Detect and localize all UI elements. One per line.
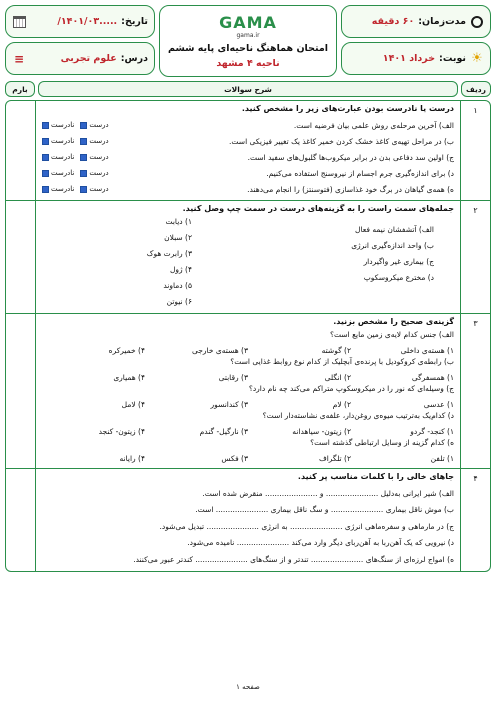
matching-item: الف) آتشفشان نیمه فعال	[355, 225, 434, 234]
exam-title: امتحان هماهنگ ناحیه‌ای پایه ششم	[168, 43, 328, 54]
matching-option: ۱) دیابت	[165, 217, 192, 226]
clock-icon	[470, 15, 484, 29]
mcq-option[interactable]: ۱) تلفن	[430, 453, 454, 463]
tf-item	[42, 117, 454, 133]
true-label: درست	[89, 169, 109, 177]
true-label: درست	[89, 121, 109, 129]
question-row-4	[6, 469, 490, 571]
false-label: نادرست	[51, 169, 75, 177]
mcq-question: د) کدام‌یک به‌ترتیب میوه‌ی روغن‌دار، علفه‌ی نشاسته‌دار است؟	[262, 411, 454, 420]
mcq-option[interactable]: ۲) انگلی	[324, 372, 351, 382]
mcq-question: ب) رابطه‌ی کروکودیل با پرنده‌ی آبچلیک از کدام نوع روابط غذایی است؟	[230, 357, 454, 366]
question-score	[6, 314, 36, 468]
matching-left-column	[102, 217, 192, 310]
matching-option: ۶) نیوتن	[166, 297, 192, 306]
false-label: نادرست	[51, 137, 75, 145]
question-body	[36, 314, 460, 468]
question-title: جاهای خالی را با کلمات مناسب پر کنید.	[297, 472, 454, 481]
tf-item	[42, 149, 454, 165]
mcq-option[interactable]: ۳) نارگیل- گندم	[199, 426, 248, 436]
matching-item: د) مخترع میکروسکوپ	[363, 273, 434, 282]
mcq-option[interactable]: ۳) فکس	[221, 453, 248, 463]
false-checkbox[interactable]	[42, 154, 49, 161]
tf-text: ج) اولین سد دفاعی بدن در برابر میکروب‌ها گلبول‌های سفید است.	[247, 152, 454, 162]
exam-header	[5, 5, 491, 77]
shift-label: نوبت:	[439, 53, 466, 64]
fill-blank-item[interactable]: د) نیرویی که یک آهن‌ربا به آهن‌ربای دیگر وارد می‌کند ...................... نامیده می‌شود.	[187, 538, 454, 548]
matching-option: ۲) سبلان	[164, 233, 192, 242]
question-score	[6, 101, 36, 200]
false-label: نادرست	[51, 185, 75, 193]
header-right-column	[341, 5, 491, 77]
gama-logo	[219, 13, 277, 39]
fill-blank-item[interactable]: ه) امواج لرزه‌ای از سنگ‌های ...................... تندتر و از سنگ‌های ...................... کندتر عبور می‌کنند.	[133, 554, 454, 564]
question-number: ۱	[460, 101, 490, 200]
fill-blank-item[interactable]: ج) در مارماهی و سفره‌ماهی انرژی ...................... به انرژی ...................... تبدیل می‌شود.	[159, 521, 454, 531]
false-checkbox[interactable]	[42, 186, 49, 193]
question-row-1	[6, 101, 490, 201]
question-body	[36, 201, 460, 313]
matching-item: ج) بیماری غیر واگیردار	[363, 257, 434, 266]
true-checkbox[interactable]	[80, 154, 87, 161]
mcq-question: الف) جنس کدام لایه‌ی زمین مایع است؟	[329, 330, 454, 339]
question-title: درست یا نادرست بودن عبارت‌های زیر را مشخص کنید.	[241, 104, 454, 113]
true-checkbox[interactable]	[80, 122, 87, 129]
mcq-question: ج) وسیله‌ای که نور را در میکروسکوپ متراکم می‌کند چه نام دارد؟	[248, 384, 454, 393]
question-number: ۲	[460, 201, 490, 313]
tf-item	[42, 133, 454, 149]
mcq-option[interactable]: ۱) هسته‌ی داخلی	[400, 345, 454, 355]
true-checkbox[interactable]	[80, 170, 87, 177]
true-label: درست	[89, 153, 109, 161]
mcq-option[interactable]: ۱) عدسی	[423, 399, 454, 409]
mcq-option[interactable]: ۴) زیتون- کنجد	[98, 426, 145, 436]
header-center	[159, 5, 337, 77]
false-label: نادرست	[51, 153, 75, 161]
mcq-question: ه) کدام گزینه از وسایل ارتباطی گذشته است؟	[310, 438, 454, 447]
tf-text: ب) در مراحل تهیه‌ی کاغذ خشک کردن خمیر کاغذ یک تغییر فیزیکی است.	[229, 136, 454, 146]
page-footer: صفحه ۱	[236, 683, 260, 691]
mcq-option[interactable]: ۴) خمیرکره	[108, 345, 145, 355]
logo-text: GAMA	[219, 13, 277, 32]
fill-blank-item[interactable]: الف) شیر ایرانی به‌دلیل ...................... و ...................... منقرض شده است.	[202, 488, 454, 498]
tf-text: ه) همه‌ی گیاهان در برگ خود غذاسازی (فتوسنتز) را انجام می‌دهند.	[247, 184, 454, 194]
subject-value: علوم تجربی	[60, 53, 117, 64]
question-row-3	[6, 314, 490, 469]
mcq-option[interactable]: ۲) زیتون- سیاهدانه	[292, 426, 351, 436]
true-label: درست	[89, 185, 109, 193]
false-checkbox[interactable]	[42, 138, 49, 145]
question-body	[36, 101, 460, 200]
question-number: ۴	[460, 469, 490, 571]
question-score	[6, 201, 36, 313]
mcq-option[interactable]: ۴) همیاری	[113, 372, 145, 382]
matching-option: ۳) رابرت هوک	[146, 249, 192, 258]
question-body	[36, 469, 460, 571]
shift-value: خرداد ۱۴۰۱	[382, 53, 436, 64]
header-score: بارم	[5, 81, 35, 97]
tf-item	[42, 165, 454, 181]
matching-option: ۵) دماوند	[163, 281, 192, 290]
question-row-2	[6, 201, 490, 314]
false-checkbox[interactable]	[42, 122, 49, 129]
exam-region: ناحیه ۴ مشهد	[216, 58, 280, 69]
subject-label: درس:	[120, 53, 148, 64]
false-checkbox[interactable]	[42, 170, 49, 177]
tf-text: د) برای اندازه‌گیری جرم اجسام از نیروسنج استفاده می‌کنیم.	[266, 168, 454, 178]
question-title: گزینه‌ی صحیح را مشخص بزنید.	[333, 317, 454, 326]
mcq-options	[42, 397, 454, 411]
header-left-column	[5, 5, 155, 77]
exam-page	[5, 5, 491, 697]
true-checkbox[interactable]	[80, 138, 87, 145]
questions-table	[5, 100, 491, 572]
question-title: جمله‌های سمت راست را به گزینه‌های درست در سمت چپ وصل کنید.	[182, 204, 454, 213]
books-icon: ≡	[13, 51, 25, 66]
calendar-icon	[12, 15, 26, 29]
question-score	[6, 469, 36, 571]
fill-blank-item[interactable]: ب) موش ناقل بیماری ...................... و سگ ناقل بیماری ...................... است.	[195, 505, 454, 515]
mcq-options	[42, 343, 454, 357]
mcq-option[interactable]: ۳) کندانسور	[210, 399, 248, 409]
true-label: درست	[89, 137, 109, 145]
date-value: .....۱۴۰۱/۰۳/	[57, 16, 118, 27]
tf-item	[42, 181, 454, 197]
mcq-option[interactable]: ۳) رقابتی	[218, 372, 248, 382]
mcq-option[interactable]: ۱) همسفرگی	[411, 372, 454, 382]
date-label: تاریخ:	[121, 16, 148, 27]
logo-subtext: gama.ir	[236, 32, 260, 39]
duration-cell	[341, 5, 491, 38]
matching-item: ب) واحد اندازه‌گیری انرژی	[351, 241, 434, 250]
matching-right-column	[351, 217, 434, 310]
table-header	[5, 81, 491, 97]
mcq-option[interactable]: ۴) رایانه	[119, 453, 145, 463]
sun-icon: ☀	[471, 51, 483, 66]
false-label: نادرست	[51, 121, 75, 129]
mcq-option[interactable]: ۲) گوشته	[321, 345, 351, 355]
mcq-option[interactable]: ۱) کنجد- گردو	[410, 426, 454, 436]
mcq-option[interactable]: ۳) هسته‌ی خارجی	[192, 345, 248, 355]
mcq-options	[42, 451, 454, 465]
header-questions: شرح سوالات	[38, 81, 458, 97]
shift-cell	[341, 42, 491, 75]
matching-area	[42, 217, 454, 310]
mcq-options	[42, 370, 454, 384]
mcq-option[interactable]: ۲) لام	[332, 399, 351, 409]
mcq-option[interactable]: ۴) لامل	[121, 399, 145, 409]
true-checkbox[interactable]	[80, 186, 87, 193]
duration-label: مدت‌زمان:	[418, 16, 466, 27]
subject-cell	[5, 42, 155, 75]
matching-option: ۴) ژول	[169, 265, 192, 274]
date-cell	[5, 5, 155, 38]
duration-value: ۶۰ دقیقه	[371, 16, 415, 27]
question-number: ۳	[460, 314, 490, 468]
mcq-options	[42, 424, 454, 438]
header-num: ردیف	[461, 81, 491, 97]
tf-text: الف) آخرین مرحله‌ی روش علمی بیان فرضیه است.	[293, 120, 454, 130]
mcq-option[interactable]: ۲) تلگراف	[318, 453, 351, 463]
